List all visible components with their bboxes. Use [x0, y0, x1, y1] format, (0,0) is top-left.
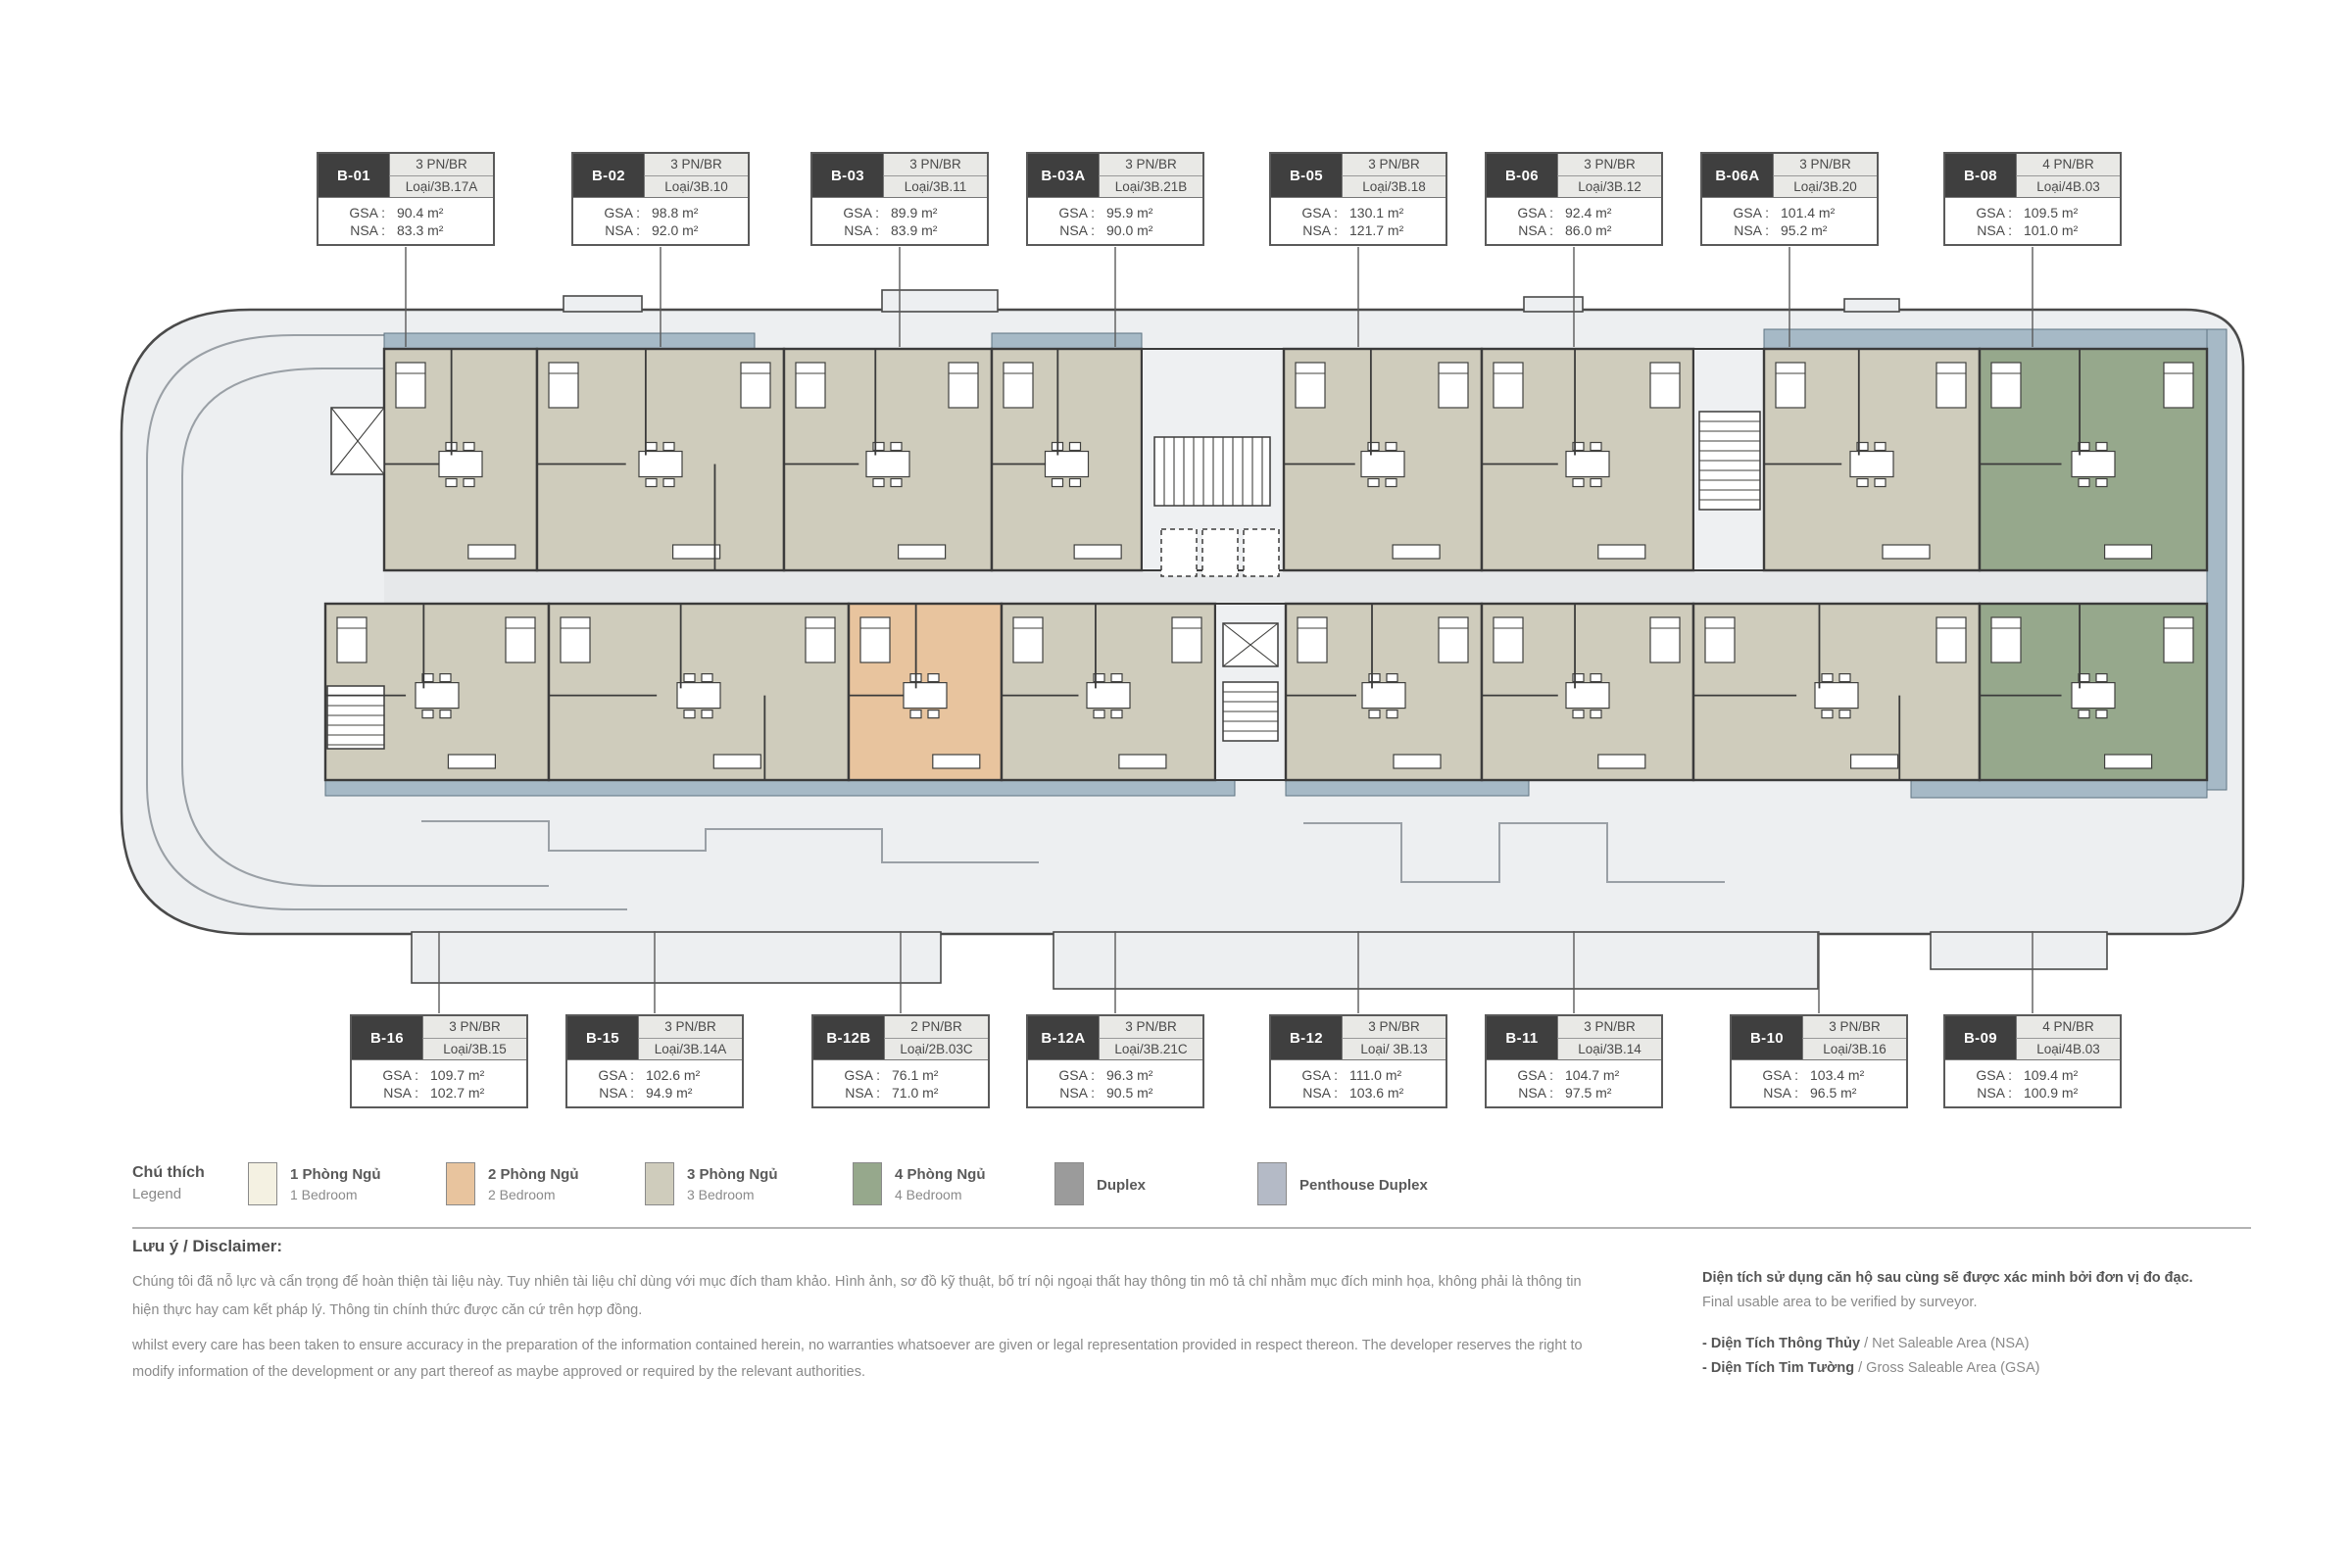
- gsa-value: 76.1 m²: [892, 1066, 939, 1083]
- nsa-row: NSA : 97.5 m²: [1493, 1086, 1655, 1100]
- nsa-row: NSA : 101.0 m²: [1951, 223, 2114, 237]
- nsa-row: NSA : 71.0 m²: [819, 1086, 982, 1100]
- unit-layout-code: Loại/3B.14A: [638, 1039, 742, 1060]
- legend-label-vn: 1 Phòng Ngủ: [290, 1166, 381, 1183]
- legend-swatch: [1054, 1162, 1084, 1205]
- unit-id: B-12: [1271, 1016, 1342, 1059]
- nsa-value: 83.3 m²: [397, 222, 444, 239]
- disclaimer-paragraph-en: whilst every care has been taken to ensure accuracy in the preparation of the information contained herein, no warranties whatsoever are given or legal representation provided in respect thereon. The developer reserves the right to modify information of the development or any part thereof as maybe approved or required by the relevant authorities.: [132, 1338, 1583, 1380]
- nsa-definition: - Diện Tích Thông Thủy / Net Saleable Area (NSA): [1702, 1336, 2030, 1351]
- unit-bedroom-type: 3 PN/BR: [644, 154, 748, 176]
- disclaimer-paragraph-vn: Chúng tôi đã nỗ lực và cẩn trọng để hoàn thiện tài liệu này. Tuy nhiên tài liệu chỉ dùng với mục đích tham khảo. Hình ảnh, sơ đồ kỹ thuật, bố trí nội ngoại thất hay thông tin mô tả chỉ nhằm mục đích minh họa, không phải là thông tin hiện thực hay cam kết pháp lý. Thông tin chính thức được căn cứ trên hợp đồng.: [132, 1274, 1582, 1318]
- unit-label-card-b-15: [565, 1014, 744, 1108]
- nsa-row: NSA : 103.6 m²: [1277, 1086, 1440, 1100]
- unit-id: B-06: [1487, 154, 1557, 197]
- unit-bedroom-type: 3 PN/BR: [1099, 154, 1202, 176]
- nsa-row: NSA : 86.0 m²: [1493, 223, 1655, 237]
- legend-title-en: Legend: [132, 1186, 182, 1202]
- unit-bedroom-type: 3 PN/BR: [1773, 154, 1877, 176]
- legend-label-en: 3 Bedroom: [687, 1187, 755, 1202]
- unit-layout-code: Loại/3B.18: [1342, 176, 1446, 198]
- nsa-value: 92.0 m²: [652, 222, 699, 239]
- unit-id: B-03A: [1028, 154, 1099, 197]
- gsa-value: 98.8 m²: [652, 204, 699, 220]
- gsa-row: GSA : 89.9 m²: [818, 206, 981, 220]
- legend-label-en: 1 Bedroom: [290, 1187, 358, 1202]
- nsa-value: 95.2 m²: [1781, 222, 1828, 239]
- unit-layout-code: Loại/3B.14: [1557, 1039, 1661, 1060]
- gsa-row: GSA : 102.6 m²: [573, 1068, 736, 1082]
- unit-id: B-06A: [1702, 154, 1773, 197]
- unit-bedroom-type: 2 PN/BR: [884, 1016, 988, 1039]
- legend-label-en: 4 Bedroom: [895, 1187, 962, 1202]
- nsa-value: 86.0 m²: [1565, 222, 1612, 239]
- nsa-value: 90.5 m²: [1106, 1085, 1153, 1102]
- nsa-value: 103.6 m²: [1349, 1085, 1404, 1102]
- legend-label-vn: 3 Phòng Ngủ: [687, 1166, 778, 1183]
- nsa-value: 100.9 m²: [2024, 1085, 2079, 1102]
- legend-label-en: 2 Bedroom: [488, 1187, 556, 1202]
- gsa-row: GSA : 103.4 m²: [1738, 1068, 1900, 1082]
- gsa-value: 102.6 m²: [646, 1066, 701, 1083]
- gsa-row: GSA : 101.4 m²: [1708, 206, 1871, 220]
- gsa-row: GSA : 109.4 m²: [1951, 1068, 2114, 1082]
- nsa-row: NSA : 96.5 m²: [1738, 1086, 1900, 1100]
- gsa-row: GSA : 104.7 m²: [1493, 1068, 1655, 1082]
- roof-notch: [564, 296, 642, 312]
- unit-label-card-b-09: [1943, 1014, 2122, 1108]
- unit-bedroom-type: 4 PN/BR: [2016, 154, 2120, 176]
- nsa-value: 90.0 m²: [1106, 222, 1153, 239]
- unit-layout-code: Loại/4B.03: [2016, 1039, 2120, 1060]
- unit-label-card-b-12a: [1026, 1014, 1204, 1108]
- penthouse-strip: [384, 333, 755, 349]
- gsa-value: 89.9 m²: [891, 204, 938, 220]
- unit-label-card-b-08: [1943, 152, 2122, 246]
- elevator-icon: [1202, 529, 1238, 576]
- unit-label-card-b-06: [1485, 152, 1663, 246]
- nsa-row: NSA : 102.7 m²: [358, 1086, 520, 1100]
- unit-id: B-02: [573, 154, 644, 197]
- gsa-row: GSA : 96.3 m²: [1034, 1068, 1197, 1082]
- unit-id: B-12B: [813, 1016, 884, 1059]
- elevator-icon: [1244, 529, 1279, 576]
- penthouse-strip: [1911, 780, 2207, 798]
- unit-layout-code: Loại/3B.20: [1773, 176, 1877, 198]
- unit-label-card-b-06a: [1700, 152, 1879, 246]
- podium-extension: [1931, 932, 2107, 969]
- gsa-row: GSA : 90.4 m²: [324, 206, 487, 220]
- nsa-row: NSA : 95.2 m²: [1708, 223, 1871, 237]
- unit-id: B-11: [1487, 1016, 1557, 1059]
- surveyor-note: [1702, 1266, 2251, 1381]
- nsa-row: NSA : 83.3 m²: [324, 223, 487, 237]
- nsa-value: 94.9 m²: [646, 1085, 693, 1102]
- gsa-row: GSA : 111.0 m²: [1277, 1068, 1440, 1082]
- gsa-row: GSA : 130.1 m²: [1277, 206, 1440, 220]
- gsa-row: GSA : 92.4 m²: [1493, 206, 1655, 220]
- unit-id: B-10: [1732, 1016, 1802, 1059]
- legend-item-1: [248, 1162, 381, 1207]
- unit-id: B-01: [318, 154, 389, 197]
- nsa-row: NSA : 100.9 m²: [1951, 1086, 2114, 1100]
- legend-label-vn: Penthouse Duplex: [1299, 1176, 1428, 1194]
- gsa-value: 90.4 m²: [397, 204, 444, 220]
- unit-bedroom-type: 3 PN/BR: [1099, 1016, 1202, 1039]
- legend-label-vn: 2 Phòng Ngủ: [488, 1166, 579, 1183]
- unit-id: B-09: [1945, 1016, 2016, 1059]
- unit-layout-code: Loại/2B.03C: [884, 1039, 988, 1060]
- legend-swatch: [248, 1162, 277, 1205]
- unit-layout-code: Loại/4B.03: [2016, 176, 2120, 198]
- corridor: [384, 568, 2207, 604]
- nsa-row: NSA : 92.0 m²: [579, 223, 742, 237]
- nsa-value: 71.0 m²: [892, 1085, 939, 1102]
- unit-label-card-b-02: [571, 152, 750, 246]
- unit-bedroom-type: 3 PN/BR: [883, 154, 987, 176]
- unit-layout-code: Loại/3B.11: [883, 176, 987, 198]
- gsa-value: 95.9 m²: [1106, 204, 1153, 220]
- section-divider: [132, 1227, 2251, 1229]
- gsa-value: 109.7 m²: [430, 1066, 485, 1083]
- legend-title-vn: Chú thích: [132, 1164, 205, 1181]
- unit-layout-code: Loại/3B.10: [644, 176, 748, 198]
- nsa-value: 101.0 m²: [2024, 222, 2079, 239]
- unit-label-card-b-10: [1730, 1014, 1908, 1108]
- unit-bedroom-type: 3 PN/BR: [389, 154, 493, 176]
- unit-bedroom-type: 3 PN/BR: [422, 1016, 526, 1039]
- unit-label-card-b-03: [810, 152, 989, 246]
- unit-label-card-b-16: [350, 1014, 528, 1108]
- legend-item-6: [1257, 1162, 1428, 1207]
- disclaimer-heading: Lưu ý / Disclaimer:: [132, 1237, 283, 1255]
- legend-swatch: [446, 1162, 475, 1205]
- penthouse-strip: [2207, 329, 2227, 790]
- gsa-value: 103.4 m²: [1810, 1066, 1865, 1083]
- legend-item-5: [1054, 1162, 1146, 1207]
- unit-bedroom-type: 3 PN/BR: [1802, 1016, 1906, 1039]
- gsa-row: GSA : 98.8 m²: [579, 206, 742, 220]
- unit-bedroom-type: 3 PN/BR: [1557, 1016, 1661, 1039]
- unit-layout-code: Loại/3B.21C: [1099, 1039, 1202, 1060]
- nsa-value: 121.7 m²: [1349, 222, 1404, 239]
- gsa-value: 101.4 m²: [1781, 204, 1836, 220]
- unit-bedroom-type: 3 PN/BR: [638, 1016, 742, 1039]
- unit-label-card-b-05: [1269, 152, 1447, 246]
- gsa-row: GSA : 76.1 m²: [819, 1068, 982, 1082]
- penthouse-strip: [1286, 780, 1529, 796]
- nsa-row: NSA : 83.9 m²: [818, 223, 981, 237]
- nsa-row: NSA : 90.5 m²: [1034, 1086, 1197, 1100]
- legend-swatch: [1257, 1162, 1287, 1205]
- unit-id: B-03: [812, 154, 883, 197]
- nsa-value: 83.9 m²: [891, 222, 938, 239]
- penthouse-strip: [325, 780, 1235, 796]
- penthouse-strip: [1764, 329, 2207, 349]
- unit-id: B-15: [567, 1016, 638, 1059]
- legend-label-vn: 4 Phòng Ngủ: [895, 1166, 986, 1183]
- unit-label-card-b-12: [1269, 1014, 1447, 1108]
- gsa-value: 92.4 m²: [1565, 204, 1612, 220]
- legend-title: [132, 1162, 205, 1205]
- gsa-row: GSA : 109.7 m²: [358, 1068, 520, 1082]
- unit-layout-code: Loại/3B.21B: [1099, 176, 1202, 198]
- unit-layout-code: Loại/3B.15: [422, 1039, 526, 1060]
- unit-bedroom-type: 3 PN/BR: [1557, 154, 1661, 176]
- elevator-icon: [1161, 529, 1197, 576]
- gsa-row: GSA : 109.5 m²: [1951, 206, 2114, 220]
- gsa-definition: - Diện Tích Tim Tường / Gross Saleable Area (GSA): [1702, 1360, 2040, 1376]
- surveyor-note-en: Final usable area to be verified by surveyor.: [1702, 1295, 1978, 1310]
- podium-extension: [412, 932, 941, 983]
- unit-layout-code: Loại/3B.17A: [389, 176, 493, 198]
- gsa-value: 104.7 m²: [1565, 1066, 1620, 1083]
- roof-notch: [1844, 299, 1899, 312]
- unit-layout-code: Loại/ 3B.13: [1342, 1039, 1446, 1060]
- nsa-value: 97.5 m²: [1565, 1085, 1612, 1102]
- legend-label-vn: Duplex: [1097, 1176, 1147, 1194]
- nsa-row: NSA : 94.9 m²: [573, 1086, 736, 1100]
- unit-label-card-b-01: [317, 152, 495, 246]
- unit-bedroom-type: 3 PN/BR: [1342, 154, 1446, 176]
- podium-extension: [1054, 932, 1818, 989]
- unit-layout-code: Loại/3B.16: [1802, 1039, 1906, 1060]
- nsa-value: 102.7 m²: [430, 1085, 485, 1102]
- unit-layout-code: Loại/3B.12: [1557, 176, 1661, 198]
- gsa-value: 109.4 m²: [2024, 1066, 2079, 1083]
- legend-item-4: [853, 1162, 986, 1207]
- gsa-value: 109.5 m²: [2024, 204, 2079, 220]
- nsa-row: NSA : 90.0 m²: [1034, 223, 1197, 237]
- legend-swatch: [645, 1162, 674, 1205]
- legend-item-2: [446, 1162, 579, 1207]
- unit-id: B-08: [1945, 154, 2016, 197]
- legend-swatch: [853, 1162, 882, 1205]
- unit-id: B-05: [1271, 154, 1342, 197]
- gsa-value: 130.1 m²: [1349, 204, 1404, 220]
- unit-bedroom-type: 3 PN/BR: [1342, 1016, 1446, 1039]
- gsa-row: GSA : 95.9 m²: [1034, 206, 1197, 220]
- unit-label-card-b-11: [1485, 1014, 1663, 1108]
- surveyor-note-vn: Diện tích sử dụng căn hộ sau cùng sẽ được xác minh bởi đơn vị đo đạc.: [1702, 1270, 2193, 1286]
- gsa-value: 96.3 m²: [1106, 1066, 1153, 1083]
- unit-label-card-b-03a: [1026, 152, 1204, 246]
- unit-bedroom-type: 4 PN/BR: [2016, 1016, 2120, 1039]
- unit-label-card-b-12b: [811, 1014, 990, 1108]
- gsa-value: 111.0 m²: [1349, 1066, 1402, 1083]
- nsa-row: NSA : 121.7 m²: [1277, 223, 1440, 237]
- unit-id: B-12A: [1028, 1016, 1099, 1059]
- nsa-value: 96.5 m²: [1810, 1085, 1857, 1102]
- legend-item-3: [645, 1162, 778, 1207]
- penthouse-strip: [992, 333, 1142, 349]
- unit-id: B-16: [352, 1016, 422, 1059]
